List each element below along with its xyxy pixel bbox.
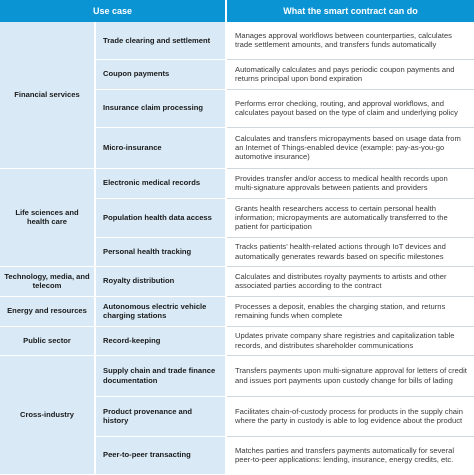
use-case-cell: Electronic medical records (95, 168, 226, 198)
description-cell: Tracks patients' health-related actions through IoT devices and automatically generates rewards based on specific milestones (226, 237, 474, 266)
sector-cell: Energy and resources (0, 296, 95, 326)
table-header-row (0, 0, 474, 22)
description-cell: Processes a deposit, enables the charging station, and returns remaining funds when complete (226, 296, 474, 326)
use-case-cell: Insurance claim processing (95, 89, 226, 127)
description-cell: Calculates and transfers micropayments based on usage data from an Internet of Things-enabled device (example: pay-as-you-go automotive insurance) (226, 127, 474, 168)
description-cell: Grants health researchers access to certain personal health information; micropayments are automatically transferred to the patient for participation (226, 198, 474, 237)
use-case-cell: Trade clearing and settlement (95, 22, 226, 59)
table-row (0, 168, 474, 198)
use-case-cell: Royalty distribution (95, 266, 226, 296)
use-case-cell: Population health data access (95, 198, 226, 237)
use-case-cell: Supply chain and trade finance documentation (95, 355, 226, 396)
table-row (0, 355, 474, 396)
header-use-case: Use case (0, 0, 226, 22)
sector-cell: Cross-industry (0, 355, 95, 474)
description-cell: Automatically calculates and pays periodic coupon payments and returns principal upon bond expiration (226, 59, 474, 89)
use-case-cell: Product provenance and history (95, 396, 226, 436)
description-cell: Performs error checking, routing, and approval workflows, and calculates payout based on the type of claim and underlying policy (226, 89, 474, 127)
sector-cell: Technology, media, and telecom (0, 266, 95, 296)
description-cell: Provides transfer and/or access to medical health records upon multi-signature approvals between patients and providers (226, 168, 474, 198)
header-what-smart-contract-can-do: What the smart contract can do (226, 0, 474, 22)
table-row (0, 326, 474, 355)
table-row (0, 266, 474, 296)
description-cell: Updates private company share registries and capitalization table records, and distributes shareholder communications (226, 326, 474, 355)
use-case-cell: Personal health tracking (95, 237, 226, 266)
sector-cell: Public sector (0, 326, 95, 355)
use-case-cell: Record-keeping (95, 326, 226, 355)
use-case-cell: Peer-to-peer transacting (95, 436, 226, 474)
use-case-cell: Micro-insurance (95, 127, 226, 168)
description-cell: Calculates and distributes royalty payments to artists and other associated parties according to the contract (226, 266, 474, 296)
description-cell: Manages approval workflows between counterparties, calculates trade settlement amounts, and transfers funds automatically (226, 22, 474, 59)
description-cell: Matches parties and transfers payments automatically for several peer-to-peer applications: lending, insurance, energy credits, etc. (226, 436, 474, 474)
sector-cell: Financial services (0, 22, 95, 168)
table-row (0, 22, 474, 59)
description-cell: Facilitates chain-of-custody process for products in the supply chain where the party in custody is able to log evidence about the product (226, 396, 474, 436)
description-cell: Transfers payments upon multi-signature approval for letters of credit and issues port payments upon custody change for bills of lading (226, 355, 474, 396)
use-case-cell: Coupon payments (95, 59, 226, 89)
table-row (0, 296, 474, 326)
use-case-cell: Autonomous electric vehicle charging stations (95, 296, 226, 326)
sector-cell: Life sciences and health care (0, 168, 95, 266)
